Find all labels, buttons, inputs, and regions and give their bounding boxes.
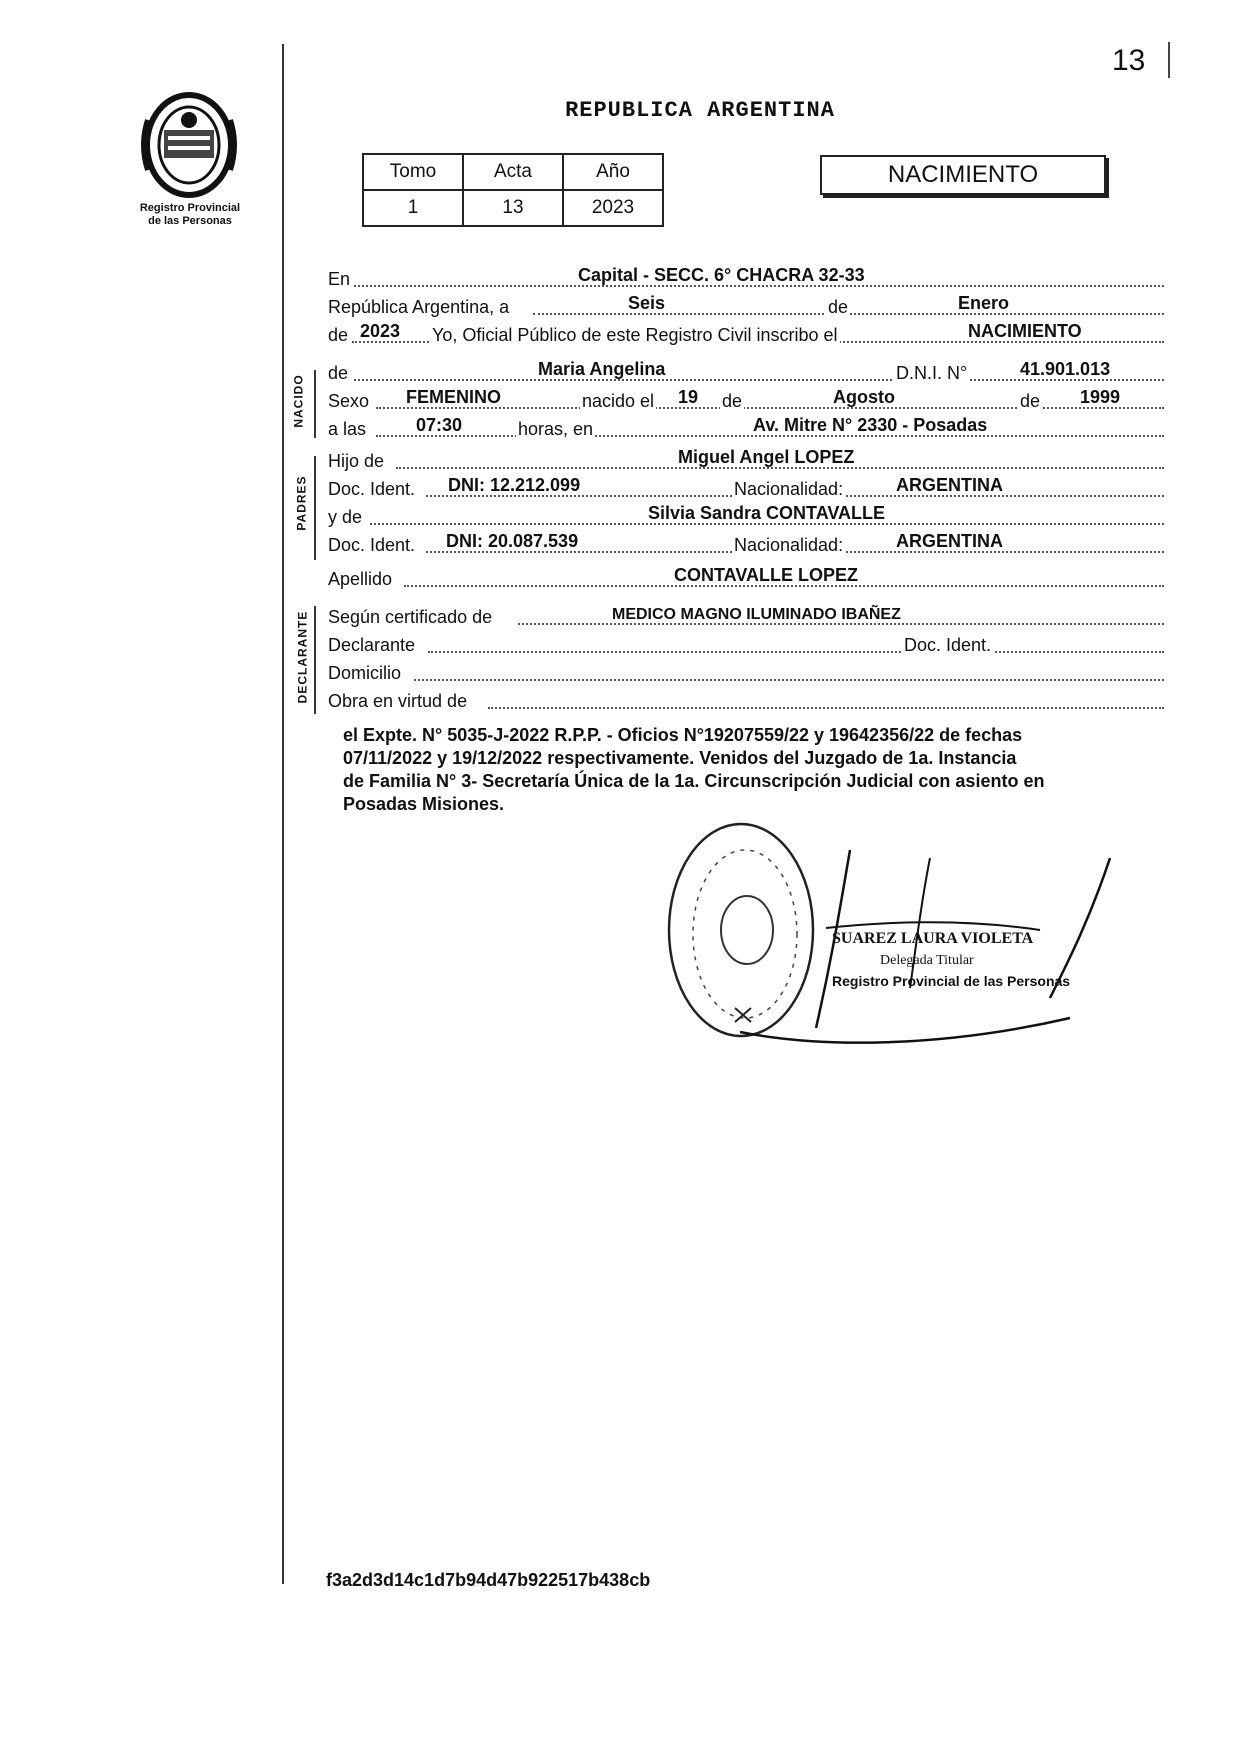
value-birth-year: 1999	[1080, 387, 1121, 407]
label-hijo: Hijo de	[328, 451, 385, 471]
row-declarante	[328, 634, 1164, 658]
label-sexo: Sexo	[328, 391, 370, 411]
value-birth-month: Agosto	[833, 387, 895, 407]
label-father-nationality: Nacionalidad:	[734, 479, 844, 499]
value-sex: FEMENINO	[406, 387, 502, 407]
row-place	[328, 265, 1164, 292]
label-mother-nationality: Nacionalidad:	[734, 535, 844, 555]
label-father-doc: Doc. Ident.	[328, 479, 416, 499]
row-date	[328, 293, 1164, 320]
row-domicilio	[328, 662, 1164, 686]
annotation-line: el Expte. N° 5035-J-2022 R.P.P. - Oficios N°19207559/22 y 19642356/22 de fechas	[343, 725, 1023, 745]
row-mother	[328, 503, 1164, 530]
header-acta: Acta	[463, 154, 563, 190]
value-month: Enero	[958, 293, 1010, 313]
value-father-nationality: ARGENTINA	[896, 475, 1003, 495]
value-mother: Silvia Sandra CONTAVALLE	[648, 503, 886, 523]
row-time-place	[328, 415, 1164, 442]
label-mother-doc: Doc. Ident.	[328, 535, 416, 555]
annotation-text	[343, 724, 1183, 816]
province-seal-icon	[134, 90, 244, 200]
value-certificate: MEDICO MAGNO ILUMINADO IBAÑEZ	[612, 606, 901, 623]
value-birth-day: 19	[678, 387, 699, 407]
document-hash: f3a2d3d14c1d7b94d47b922517b438cb	[326, 1570, 651, 1590]
label-declarante: Declarante	[328, 635, 416, 655]
officer-text: Yo, Oficial Público de este Registro Civil inscribo el	[432, 325, 838, 345]
row-name	[328, 359, 1164, 386]
annotation-line: Posadas Misiones.	[343, 794, 505, 814]
value-mother-nationality: ARGENTINA	[896, 531, 1003, 551]
section-declarante: DECLARANTE	[295, 610, 310, 704]
row-obra	[328, 690, 1164, 714]
value-event: NACIMIENTO	[968, 321, 1082, 341]
value-anio: 2023	[563, 190, 663, 226]
country-title: REPUBLICA ARGENTINA	[565, 98, 835, 123]
label-republica: República Argentina, a	[328, 297, 510, 317]
value-birth-time: 07:30	[416, 415, 463, 435]
row-father	[328, 447, 1164, 474]
left-margin-line	[282, 44, 284, 1584]
signer-office: Registro Provincial de las Personas	[832, 973, 1071, 989]
label-nacido: nacido el	[582, 391, 655, 411]
value-acta: 13	[463, 190, 563, 226]
value-place: Capital - SECC. 6° CHACRA 32-33	[578, 265, 865, 285]
label-declarante-doc: Doc. Ident.	[904, 635, 992, 655]
value-dni: 41.901.013	[1020, 359, 1111, 379]
logo-caption-line2: de las Personas	[148, 215, 232, 227]
signer-name: SUAREZ LAURA VIOLETA	[832, 930, 1034, 947]
annotation-line: 07/11/2022 y 19/12/2022 respectivamente. Venidos del Juzgado de 1a. Instancia	[343, 748, 1017, 768]
value-year: 2023	[360, 321, 401, 341]
label-dni: D.N.I. N°	[896, 363, 968, 383]
label-apellido: Apellido	[328, 569, 393, 589]
value-father-doc: DNI: 12.212.099	[448, 475, 581, 495]
row-certificate	[328, 606, 1164, 630]
label-y-de: y de	[328, 507, 363, 527]
register-table	[362, 153, 664, 227]
value-mother-doc: DNI: 20.087.539	[446, 531, 579, 551]
annotation-line: de Familia N° 3- Secretaría Única de la 1a. Circunscripción Judicial con asiento en	[343, 771, 1045, 791]
label-domicilio: Domicilio	[328, 663, 402, 683]
label-de-name: de	[328, 363, 349, 383]
label-a-las: a las	[328, 419, 367, 439]
label-en: En	[328, 269, 351, 289]
value-day: Seis	[628, 293, 666, 313]
label-de-year: de	[328, 325, 349, 345]
section-nacido: NACIDO	[291, 374, 306, 428]
row-sex	[328, 387, 1164, 414]
signer-role: Delegada Titular	[880, 953, 974, 968]
value-surname: CONTAVALLE LOPEZ	[674, 565, 858, 585]
logo-caption	[120, 202, 260, 228]
row-father-doc	[328, 475, 1164, 502]
row-surname	[328, 565, 1164, 592]
header-tomo: Tomo	[363, 154, 463, 190]
label-obra: Obra en virtud de	[328, 691, 468, 711]
value-birth-place: Av. Mitre N° 2330 - Posadas	[753, 415, 988, 435]
section-padres: PADRES	[294, 475, 309, 531]
value-name: Maria Angelina	[538, 359, 666, 379]
value-tomo: 1	[363, 190, 463, 226]
row-officer	[328, 321, 1164, 348]
label-de-birth-year: de	[1020, 391, 1041, 411]
header-anio: Año	[563, 154, 663, 190]
logo-caption-line1: Registro Provincial	[139, 202, 241, 214]
value-father: Miguel Angel LOPEZ	[678, 447, 855, 467]
label-de: de	[828, 297, 849, 317]
row-mother-doc	[328, 531, 1164, 558]
label-horas: horas, en	[518, 419, 594, 439]
margin-tick	[1168, 42, 1170, 78]
page-number: 13	[1112, 44, 1146, 77]
label-certificado: Según certificado de	[328, 607, 493, 627]
label-de-month: de	[722, 391, 743, 411]
record-type-box: NACIMIENTO	[820, 155, 1106, 195]
